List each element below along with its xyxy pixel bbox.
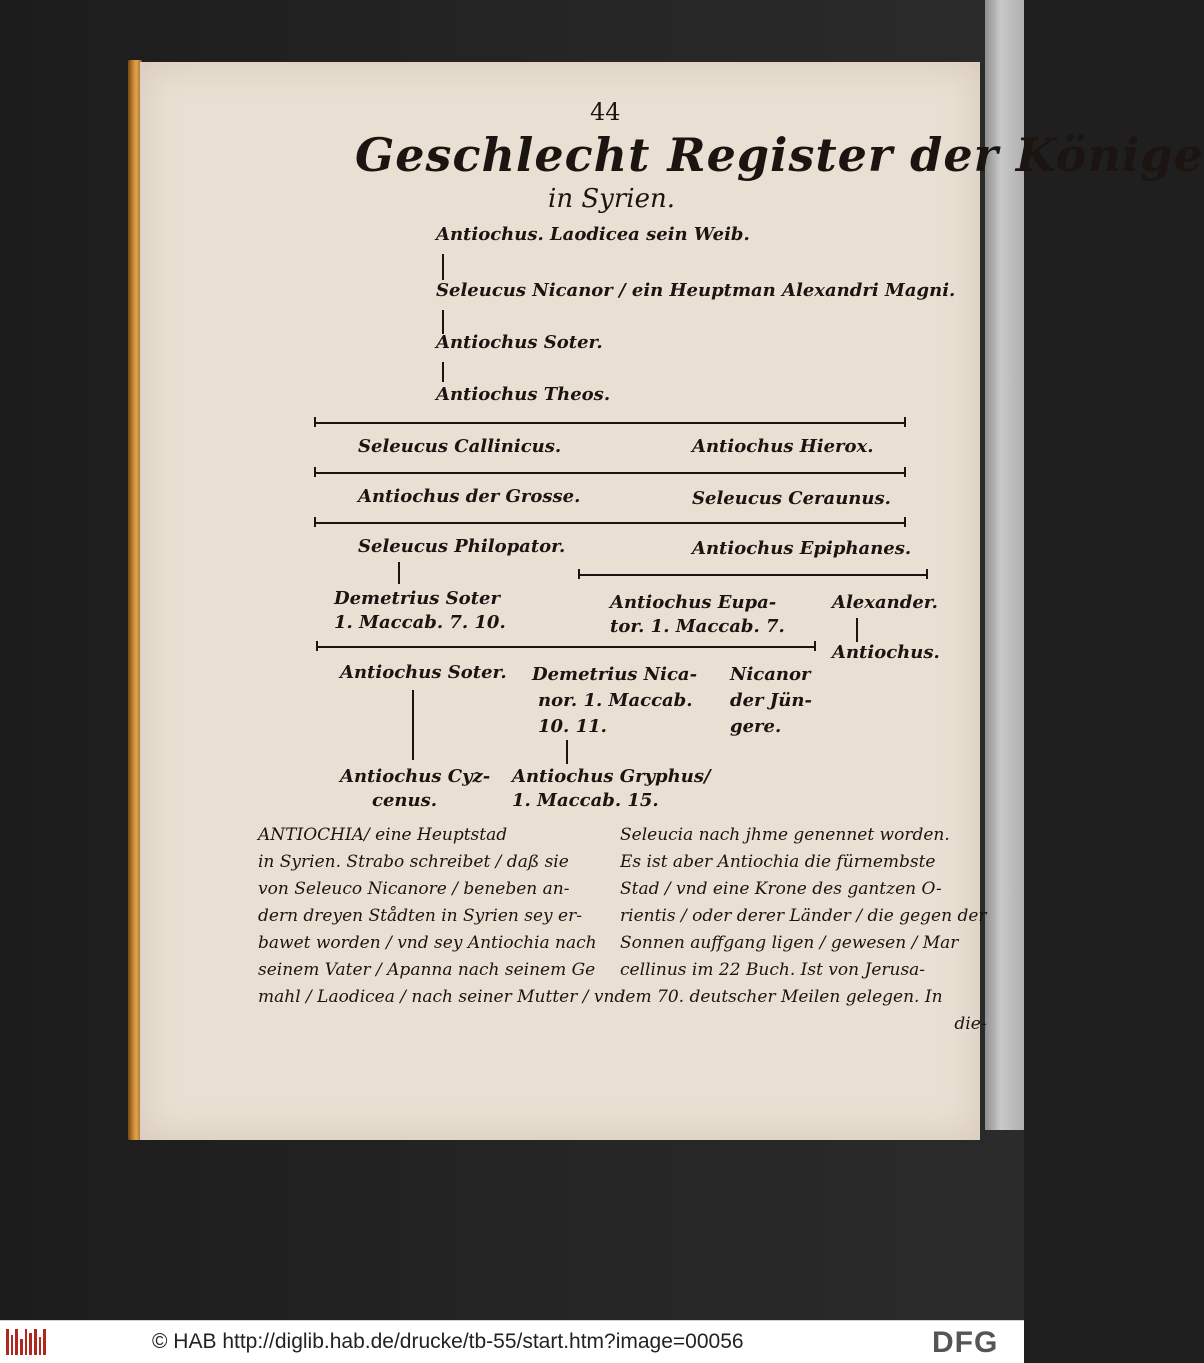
tree-node-gen9-c: Antiochus. [832, 642, 940, 663]
text-line: von Seleuco Nicanore / beneben an- [258, 879, 570, 899]
tree-node-gen2: Seleucus Nicanor / ein Heuptman Alexandri Magni. [436, 280, 956, 301]
text-line: rientis / oder derer Länder / die gegen der [620, 906, 987, 926]
text-line: in Syrien. Strabo schreibet / daß sie [258, 852, 569, 872]
tree-connector [398, 562, 400, 584]
tree-node-gen6-left: Antiochus der Grosse. [358, 486, 581, 507]
tree-connector [442, 254, 444, 280]
text-line: bawet worden / vnd sey Antiochia nach [258, 933, 597, 953]
tree-node-gen9-b2: nor. 1. Maccab. [538, 690, 693, 711]
text-line: Seleucia nach jhme genennet worden. [620, 825, 950, 845]
tree-node-gen3: Antiochus Soter. [436, 332, 603, 353]
tree-node-gen4: Antiochus Theos. [436, 384, 611, 405]
dfg-logo: DFG [932, 1326, 999, 1359]
text-line: ANTIOCHIA/ eine Heuptstad [258, 825, 508, 845]
page-number: 44 [590, 98, 621, 126]
text-column-right [620, 822, 987, 1038]
tree-node-gen5-right: Antiochus Hierox. [692, 436, 874, 457]
source-url-link[interactable]: © HAB http://diglib.hab.de/drucke/tb-55/start.htm?image=00056 [152, 1330, 744, 1353]
page-title: Geschlecht Register der Könige [355, 128, 1204, 182]
tree-node-gen9-n1: Nicanor [730, 664, 811, 685]
text-line: Es ist aber Antiochia die fürnembste [620, 852, 936, 872]
tree-brace [578, 574, 928, 576]
tree-node-gen10-a1: Antiochus Cyz- [340, 766, 491, 787]
tree-connector [442, 310, 444, 334]
text-line: mahl / Laodicea / nach seiner Mutter / vnd [258, 987, 626, 1007]
text-line: Sonnen auffgang ligen / gewesen / Mar [620, 933, 959, 953]
tree-brace [314, 522, 906, 524]
text-line: dern dreyen Stådten in Syrien sey er- [258, 906, 582, 926]
tree-node-gen8-c: Alexander. [832, 592, 938, 613]
tree-node-gen8-a2: 1. Maccab. 7. 10. [334, 612, 506, 633]
tree-connector [856, 618, 858, 642]
tree-node-gen7-left: Seleucus Philopator. [358, 536, 566, 557]
tree-node-gen9-b3: 10. 11. [538, 716, 607, 737]
tree-node-gen9-n3: gere. [730, 716, 782, 737]
footer-bar [0, 1320, 1024, 1363]
tree-node-gen6-right: Seleucus Ceraunus. [692, 488, 891, 509]
tree-node-gen10-b2: 1. Maccab. 15. [512, 790, 659, 811]
tree-brace [314, 422, 906, 424]
tree-node-gen8-b2: tor. 1. Maccab. 7. [610, 616, 785, 637]
text-line: lem 70. deutscher Meilen gelegen. In [620, 987, 943, 1007]
tree-node-gen8-b1: Antiochus Eupa- [610, 592, 777, 613]
tree-node-gen9-a: Antiochus Soter. [340, 662, 507, 683]
tree-connector [442, 362, 444, 382]
tree-node-gen5-left: Seleucus Callinicus. [358, 436, 562, 457]
hab-barcode-logo-icon [6, 1329, 46, 1355]
tree-node-gen9-n2: der Jün- [730, 690, 812, 711]
tree-connector [566, 740, 568, 764]
tree-node-gen10-a2: cenus. [372, 790, 437, 811]
tree-node-gen7-right: Antiochus Epiphanes. [692, 538, 912, 559]
tree-brace [314, 472, 906, 474]
page-subtitle: in Syrien. [548, 184, 675, 214]
text-line: seinem Vater / Apanna nach seinem Ge [258, 960, 596, 980]
tree-node-gen1: Antiochus. Laodicea sein Weib. [436, 224, 750, 245]
tree-brace [316, 646, 816, 648]
text-line: die- [954, 1014, 987, 1034]
tree-node-gen10-b1: Antiochus Gryphus/ [512, 766, 711, 787]
tree-connector [412, 690, 414, 760]
tree-node-gen9-b1: Demetrius Nica- [532, 664, 698, 685]
text-line: cellinus im 22 Buch. Ist von Jerusa- [620, 960, 926, 980]
tree-node-gen8-a1: Demetrius Soter [334, 588, 500, 609]
text-line: Stad / vnd eine Krone des gantzen O- [620, 879, 942, 899]
text-column-left [258, 822, 625, 1011]
